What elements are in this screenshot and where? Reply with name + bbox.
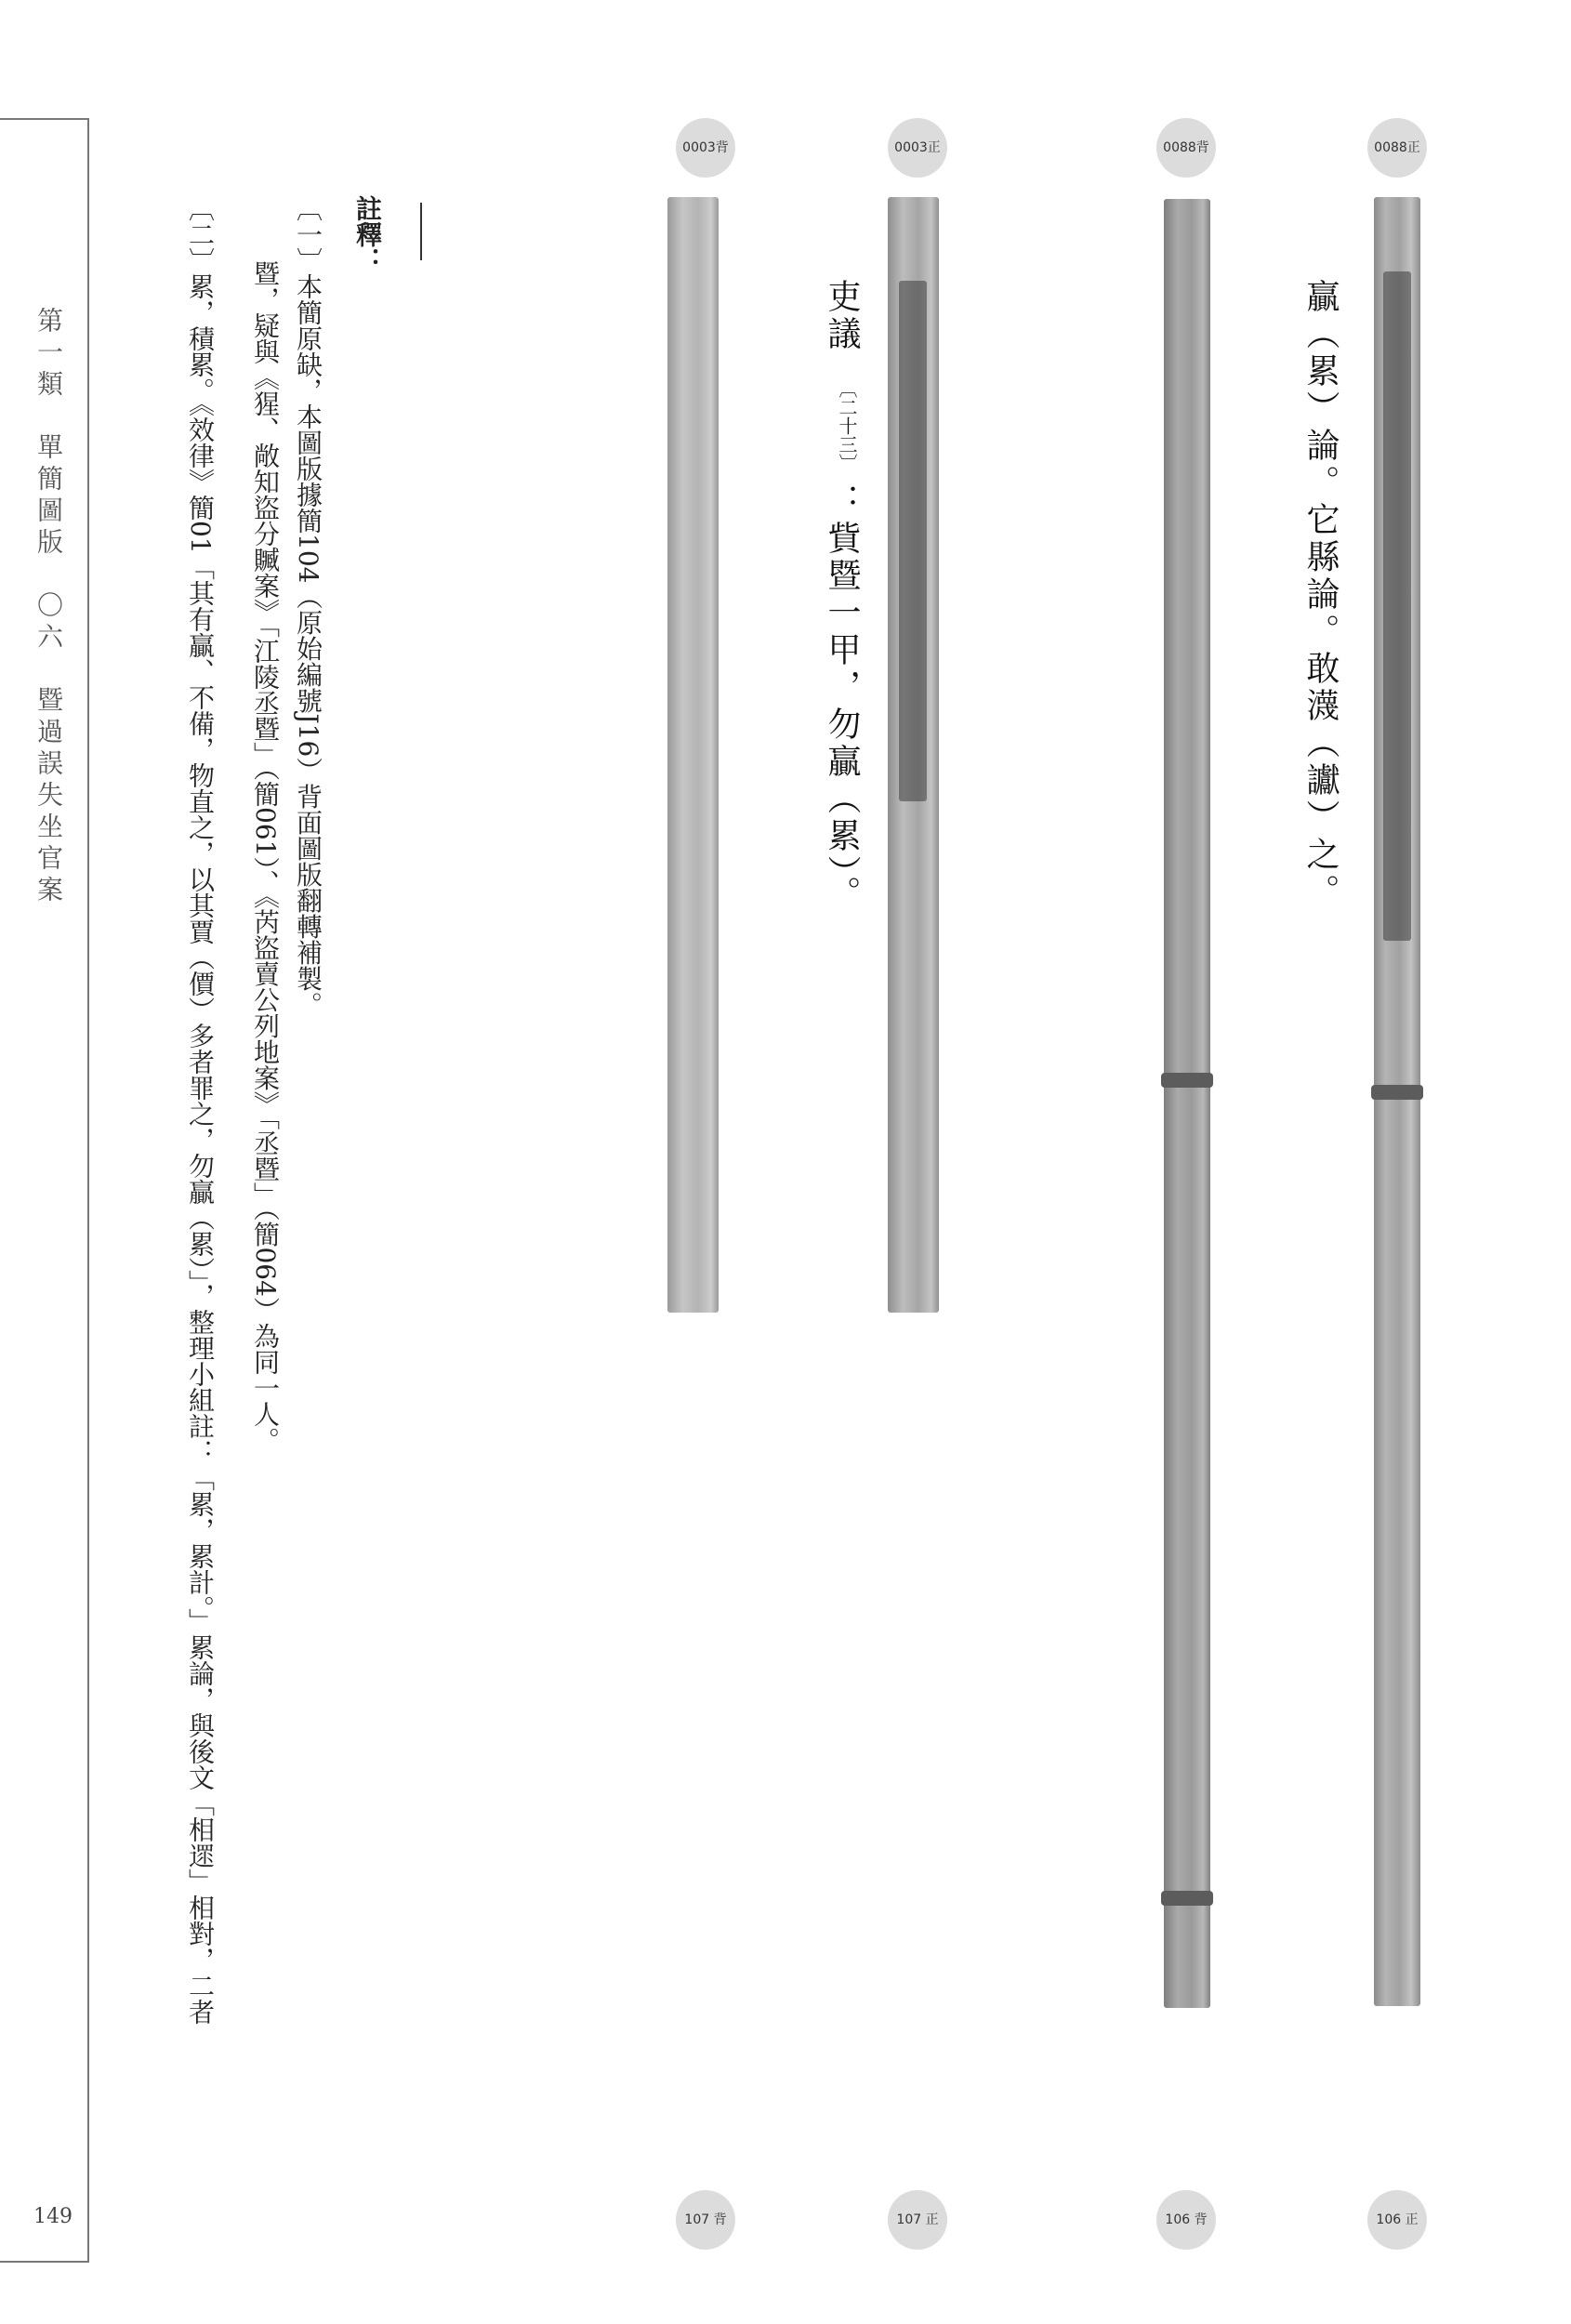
bamboo-slip-107-back bbox=[667, 197, 719, 1313]
note-line-1: 〔一〕本簡原缺，本圖版據簡104（原始編號J16）背面圖版翻轉補製。 bbox=[293, 195, 323, 1018]
slip-number-106-back: 106 背 bbox=[1156, 2190, 1216, 2250]
slip-label-0003-front: 0003正 bbox=[888, 118, 947, 178]
bamboo-slip-106-front bbox=[1374, 197, 1420, 2006]
slip-number-107-front: 107 正 bbox=[888, 2190, 947, 2250]
transcription-106-front: 贏（累）論。它縣論。敢瀎（讞）之。 bbox=[1301, 279, 1340, 911]
slip-label-0003-back: 0003背 bbox=[676, 118, 735, 178]
note-reference-23: 〔二十三〕 bbox=[836, 379, 858, 472]
sidebar-frame-bottom bbox=[0, 2261, 89, 2263]
slip-label-0088-front: 0088正 bbox=[1367, 118, 1427, 178]
notes-heading: 註釋： bbox=[352, 195, 383, 273]
note-line-2: 暨，疑與《猩、敞知盜分贓案》「江陵丞暨」（簡061）、《芮盜賣公列地案》「丞暨」（簡064）為同一人。 bbox=[250, 260, 281, 1453]
note-line-3: 〔二〕累，積累。《效律》簡01「其有贏、不備，物直之，以其賈（價）多者罪之，勿贏（累）」，整理小組註：「累，累計。」累論，與後文「相遝」相對，二者 bbox=[185, 195, 216, 2025]
bamboo-slip-107-front bbox=[888, 197, 939, 1313]
slip-number-106-front: 106 正 bbox=[1367, 2190, 1427, 2250]
running-head: 第一類 單簡圖版 〇六 暨過誤失坐官案 bbox=[33, 307, 64, 907]
page-number: 149 bbox=[33, 2205, 73, 2228]
sidebar-frame-rule bbox=[87, 118, 89, 2261]
notes-rule bbox=[420, 203, 422, 260]
sidebar-frame-top bbox=[0, 118, 89, 120]
transcription-107-front-b: ：貲暨一甲，勿贏（累）。 bbox=[823, 483, 861, 913]
slip-number-107-back: 107 背 bbox=[676, 2190, 735, 2250]
slip-label-0088-back: 0088背 bbox=[1156, 118, 1216, 178]
bamboo-slip-106-back bbox=[1164, 199, 1210, 2008]
transcription-107-front-a: 吏議 bbox=[823, 279, 861, 353]
